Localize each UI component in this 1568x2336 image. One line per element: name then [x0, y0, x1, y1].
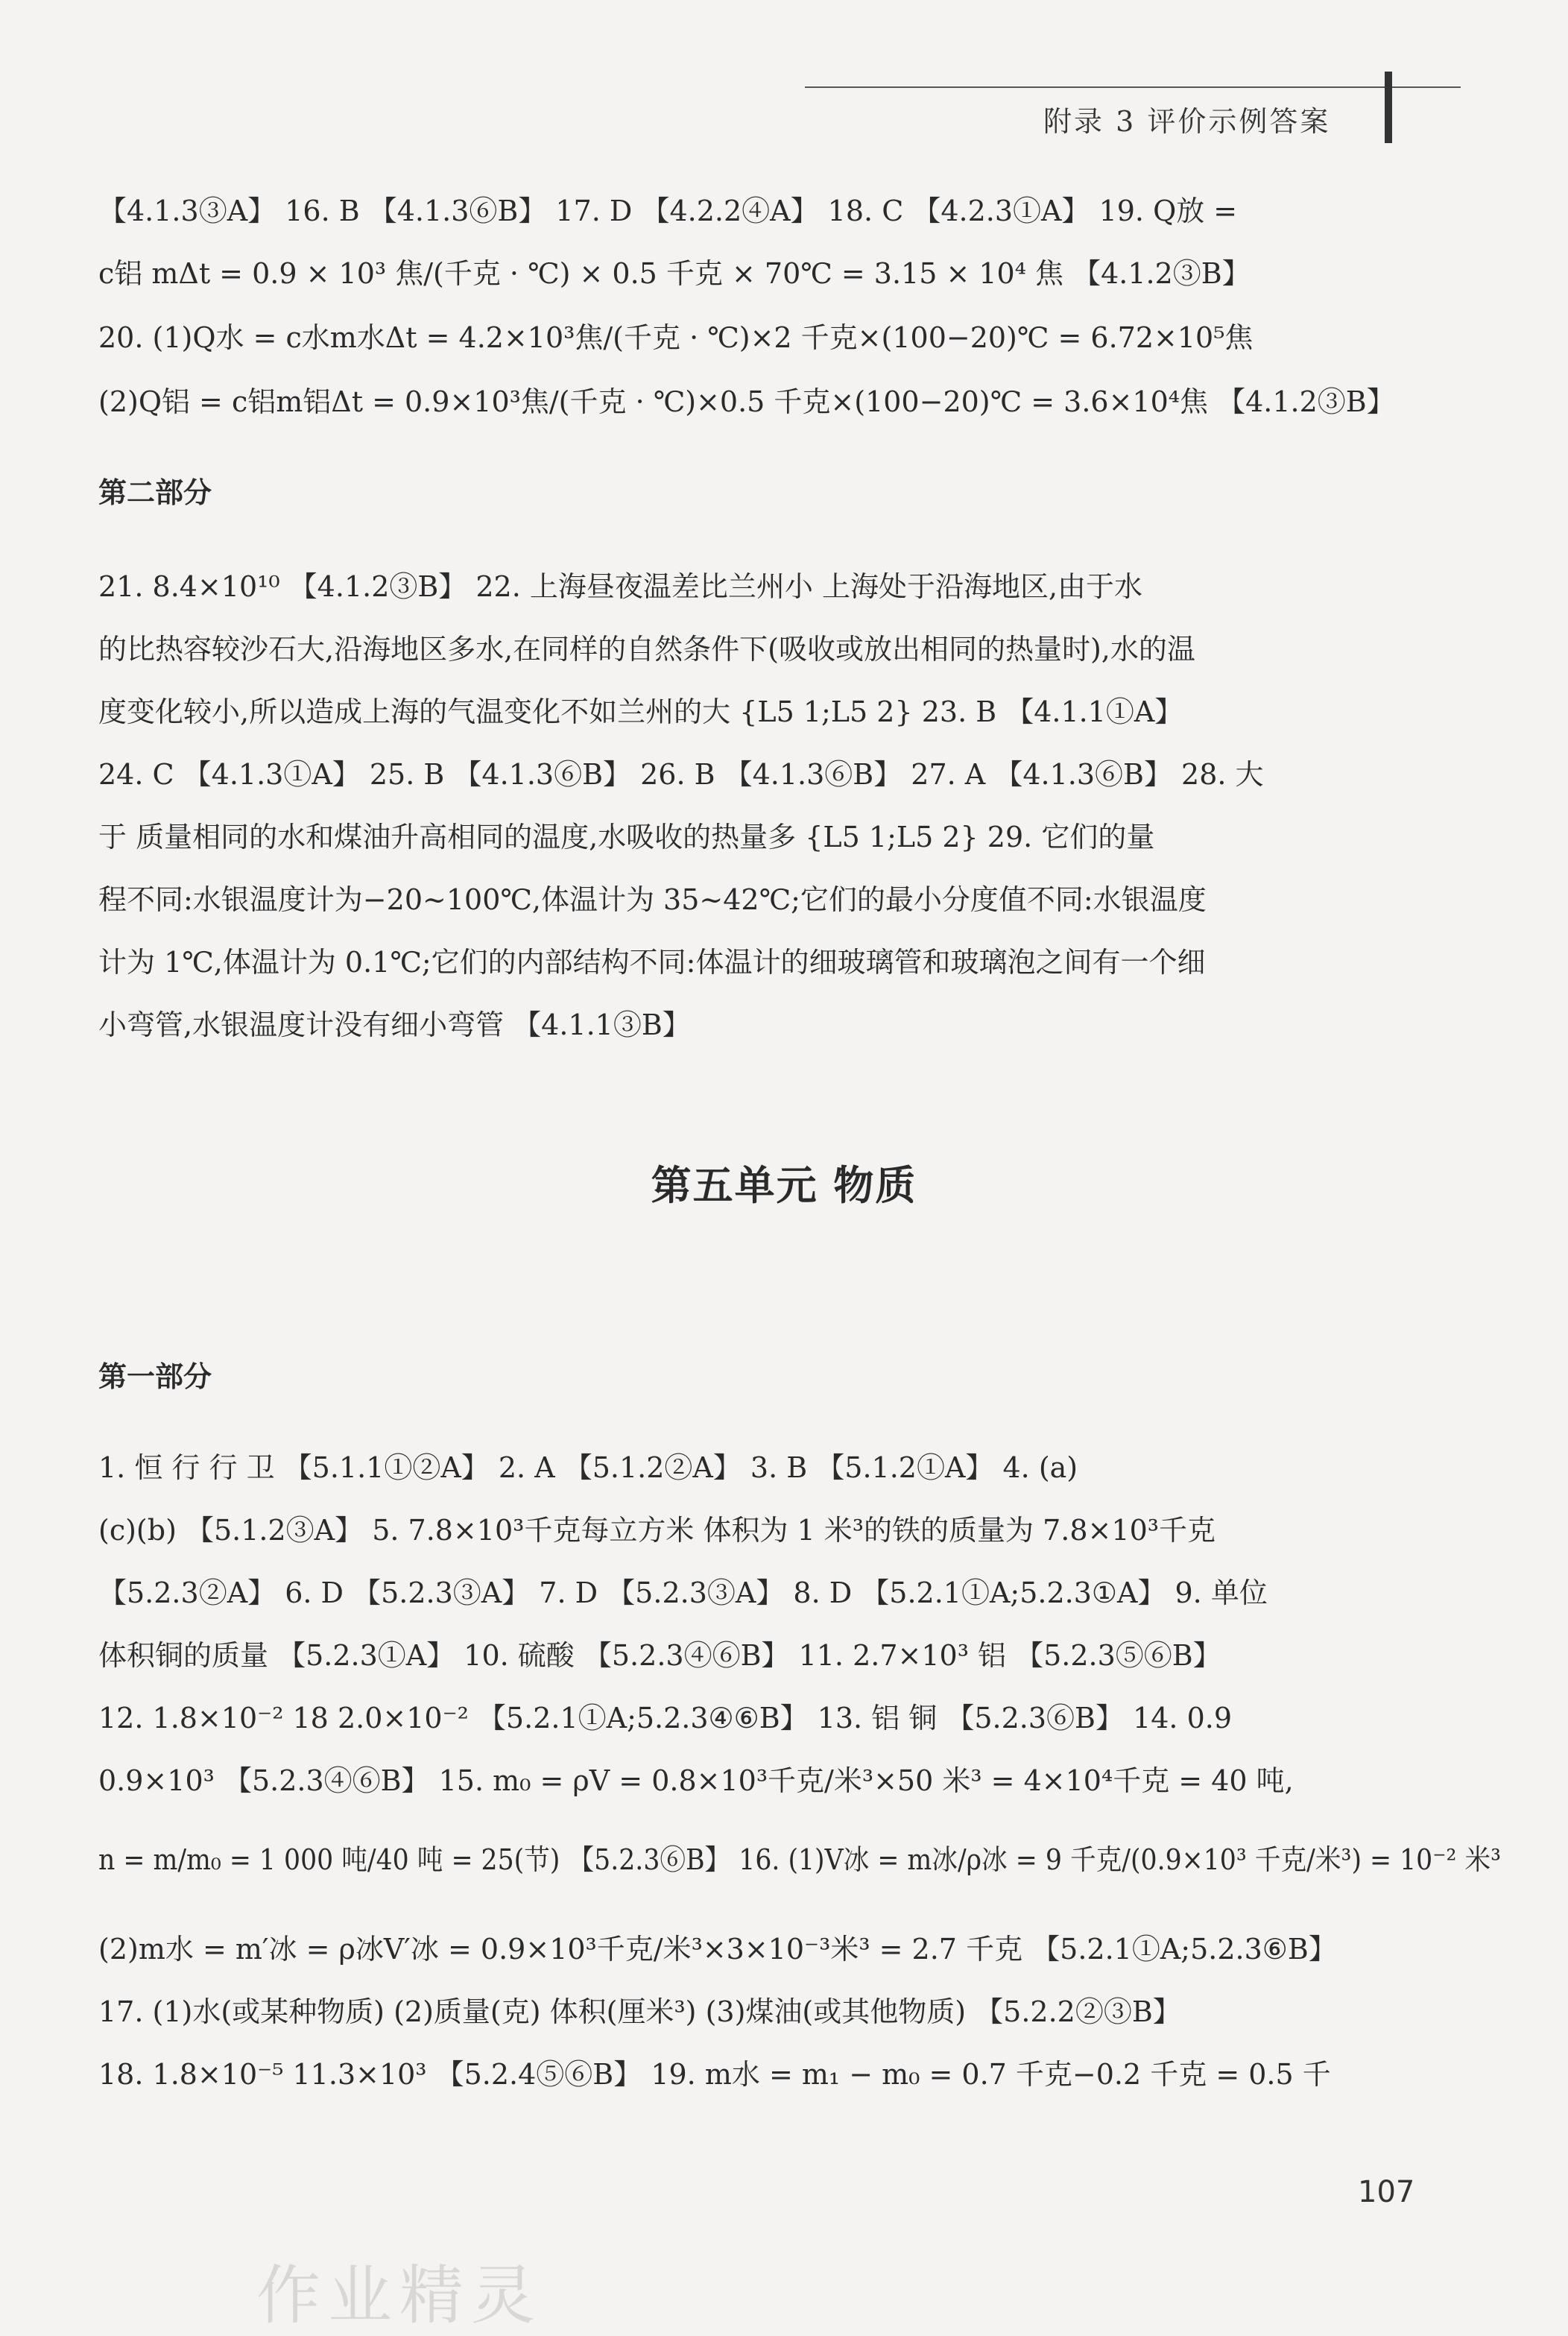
answer-line: 20. (1)Q水 = c水m水Δt = 4.2×10³焦/(千克 · ℃)×2 千克×(100−20)℃ = 6.72×10⁵焦 — [98, 321, 1254, 354]
answer-line: 0.9×10³ 【5.2.3④⑥B】 15. m₀ = ρV = 0.8×10³千克/米³×50 米³ = 4×10⁴千克 = 40 吨, — [98, 1764, 1294, 1797]
header-rule — [805, 86, 1461, 88]
answer-line: 计为 1℃,体温计为 0.1℃;它们的内部结构不同:体温计的细玻璃管和玻璃泡之间有一个细 — [98, 946, 1206, 979]
answer-line: 度变化较小,所以造成上海的气温变化不如兰州的大 {L5 1;L5 2} 23. B 【4.1.1①A】 — [98, 695, 1183, 728]
answer-line: 12. 1.8×10⁻² 18 2.0×10⁻² 【5.2.1①A;5.2.3④⑥B】 13. 铝 铜 【5.2.3⑥B】 14. 0.9 — [98, 1702, 1233, 1734]
answer-line: (c)(b) 【5.1.2③A】 5. 7.8×10³千克每立方米 体积为 1 米³的铁的质量为 7.8×10³千克 — [98, 1514, 1215, 1547]
unit-title: 第五单元 物质 — [651, 1161, 917, 1209]
answer-line: 体积铜的质量 【5.2.3①A】 10. 硫酸 【5.2.3④⑥B】 11. 2.7×10³ 铝 【5.2.3⑤⑥B】 — [98, 1639, 1221, 1672]
answer-line: 【4.1.3③A】 16. B 【4.1.3⑥B】 17. D 【4.2.2④A】 18. C 【4.2.3①A】 19. Q放 = — [98, 195, 1238, 227]
answer-line: 24. C 【4.1.3①A】 25. B 【4.1.3⑥B】 26. B 【4.1.3⑥B】 27. A 【4.1.3⑥B】 28. 大 — [98, 758, 1264, 791]
running-header: 附录 3 评价示例答案 — [1043, 105, 1331, 138]
answer-line: 的比热容较沙石大,沿海地区多水,在同样的自然条件下(吸收或放出相同的热量时),水的温 — [98, 633, 1195, 666]
answer-line: (2)m水 = m′冰 = ρ冰V′冰 = 0.9×10³千克/米³×3×10⁻³米³ = 2.7 千克 【5.2.1①A;5.2.3⑥B】 — [98, 1933, 1337, 1966]
answer-line: 17. (1)水(或某种物质) (2)质量(克) 体积(厘米³) (3)煤油(或其他物质) 【5.2.2②③B】 — [98, 1995, 1181, 2028]
answer-line: 1. 恒 行 行 卫 【5.1.1①②A】 2. A 【5.1.2②A】 3. B 【5.1.2①A】 4. (a) — [98, 1451, 1078, 1484]
answer-line: 程不同:水银温度计为−20~100℃,体温计为 35~42℃;它们的最小分度值不同:水银温度 — [98, 883, 1207, 916]
answer-line: 小弯管,水银温度计没有细小弯管 【4.1.1③B】 — [98, 1008, 691, 1041]
answer-line: 18. 1.8×10⁻⁵ 11.3×10³ 【5.2.4⑤⑥B】 19. m水 = m₁ − m₀ = 0.7 千克−0.2 千克 = 0.5 千 — [98, 2058, 1331, 2091]
section-heading-part2: 第二部分 — [98, 476, 212, 509]
answer-line: 【5.2.3②A】 6. D 【5.2.3③A】 7. D 【5.2.3③A】 8. D 【5.2.1①A;5.2.3①A】 9. 单位 — [98, 1576, 1268, 1609]
watermark: 作业精灵 — [256, 2258, 543, 2333]
header-bar — [1385, 72, 1392, 143]
answer-line: n = m/m₀ = 1 000 吨/40 吨 = 25(节) 【5.2.3⑥B】 16. (1)V冰 = m冰/ρ冰 = 9 千克/(0.9×10³ 千克/米³) = 10⁻² 米³ — [98, 1843, 1502, 1876]
section-heading-part1: 第一部分 — [98, 1360, 212, 1393]
answer-line: 于 质量相同的水和煤油升高相同的温度,水吸收的热量多 {L5 1;L5 2} 29. 它们的量 — [98, 821, 1155, 853]
answer-line: 21. 8.4×10¹⁰ 【4.1.2③B】 22. 上海昼夜温差比兰州小 上海处于沿海地区,由于水 — [98, 570, 1143, 603]
answer-line: c铝 mΔt = 0.9 × 10³ 焦/(千克 · ℃) × 0.5 千克 × 70℃ = 3.15 × 10⁴ 焦 【4.1.2③B】 — [98, 257, 1251, 290]
answer-line: (2)Q铝 = c铝m铝Δt = 0.9×10³焦/(千克 · ℃)×0.5 千克×(100−20)℃ = 3.6×10⁴焦 【4.1.2③B】 — [98, 385, 1395, 418]
page-number: 107 — [1358, 2175, 1415, 2209]
